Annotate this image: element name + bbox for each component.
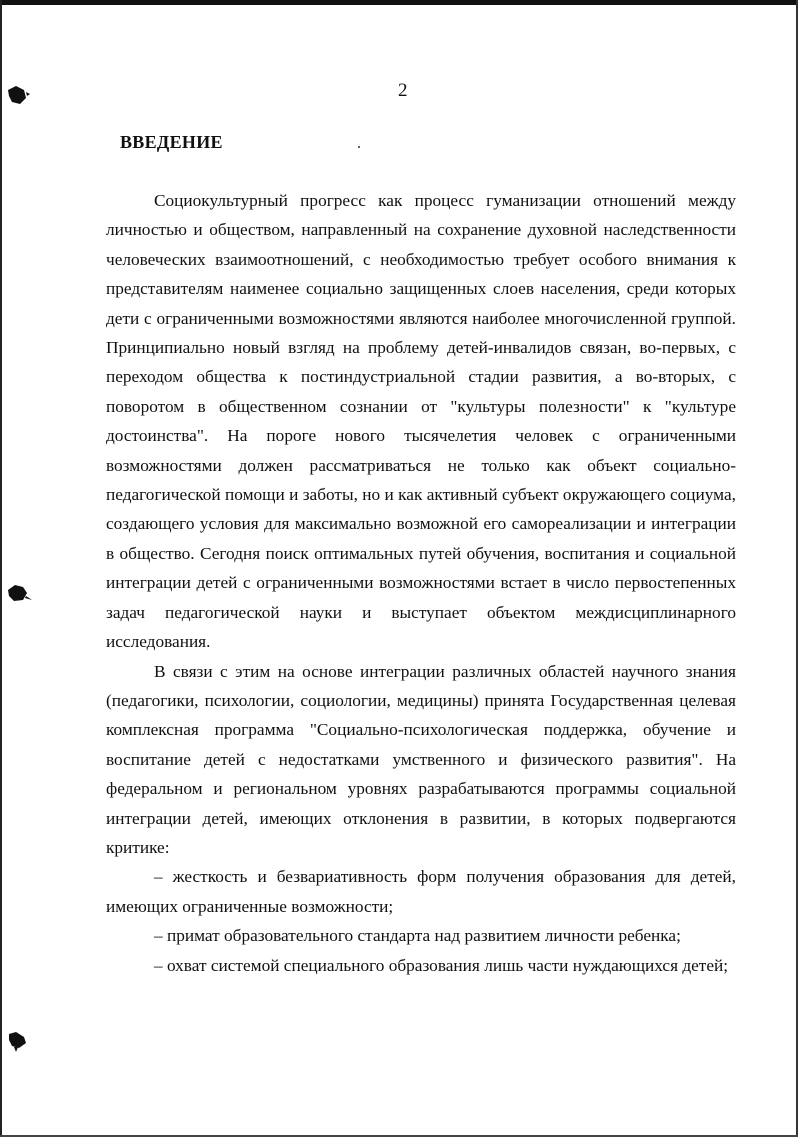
list-item: – охват системой специального образования лишь части нуждающихся детей; (154, 955, 729, 975)
scan-edge-left (0, 0, 2, 1137)
binder-hole-mark-icon (6, 84, 28, 104)
list-item: – примат образовательного стандарта над развитием личности ребенка; (154, 926, 681, 946)
paragraph: В связи с этим на основе интеграции различных областей научного знания (педагогики, психологии, социологии, медицины) принята Государственная целевая комплексная программа "Социально-психологическая поддержка, обучение и воспитание детей с недостатками умственного и физического развития". На федеральном и региональном уровнях разрабатываются программы социальной интеграции детей, имеющих отклонения в развитии, в которых подвергаются критике: (106, 661, 736, 857)
binder-hole-mark-icon (6, 1030, 28, 1050)
list-item: – жесткость и безвариативность форм получения образования для детей, имеющих ограниченные возможности; (106, 867, 736, 916)
section-heading: ВВЕДЕНИЕ (120, 132, 223, 152)
scan-edge-top (0, 0, 798, 5)
body-text (106, 186, 736, 980)
paragraph: Социокультурный прогресс как процесс гуманизации отношений между личностью и обществом, направленный на сохранение духовной наследственности человеческих взаимоотношений, с необходимостью требует особого внимания к представителям наименее социально защищенных слоев населения, среди которых дети с ограниченными возможностями являются наиболее многочисленной группой. Принципиально новый взгляд на проблему детей-инвалидов связан, во-первых, с переходом общества к постиндустриальной стадии развития, а во-вторых, с поворотом в общественном сознании от "культуры полезности" к "культуре достоинства". На пороге нового тысячелетия человек с ограниченными возможностями должен рассматриваться не только как объект социально-педагогической помощи и заботы, но и как активный субъект окружающего социума, создающего условия для максимально возможной его самореализации и интеграции в общество. Сегодня поиск оптимальных путей обучения, воспитания и социальной интеграции детей с ограниченными возможностями встает в число первостепенных задач педагогической науки и выступает объектом междисциплинарного исследования. (106, 191, 736, 652)
page-number: 2 (398, 80, 408, 101)
scan-speck (358, 146, 360, 148)
binder-hole-mark-icon (6, 582, 28, 602)
